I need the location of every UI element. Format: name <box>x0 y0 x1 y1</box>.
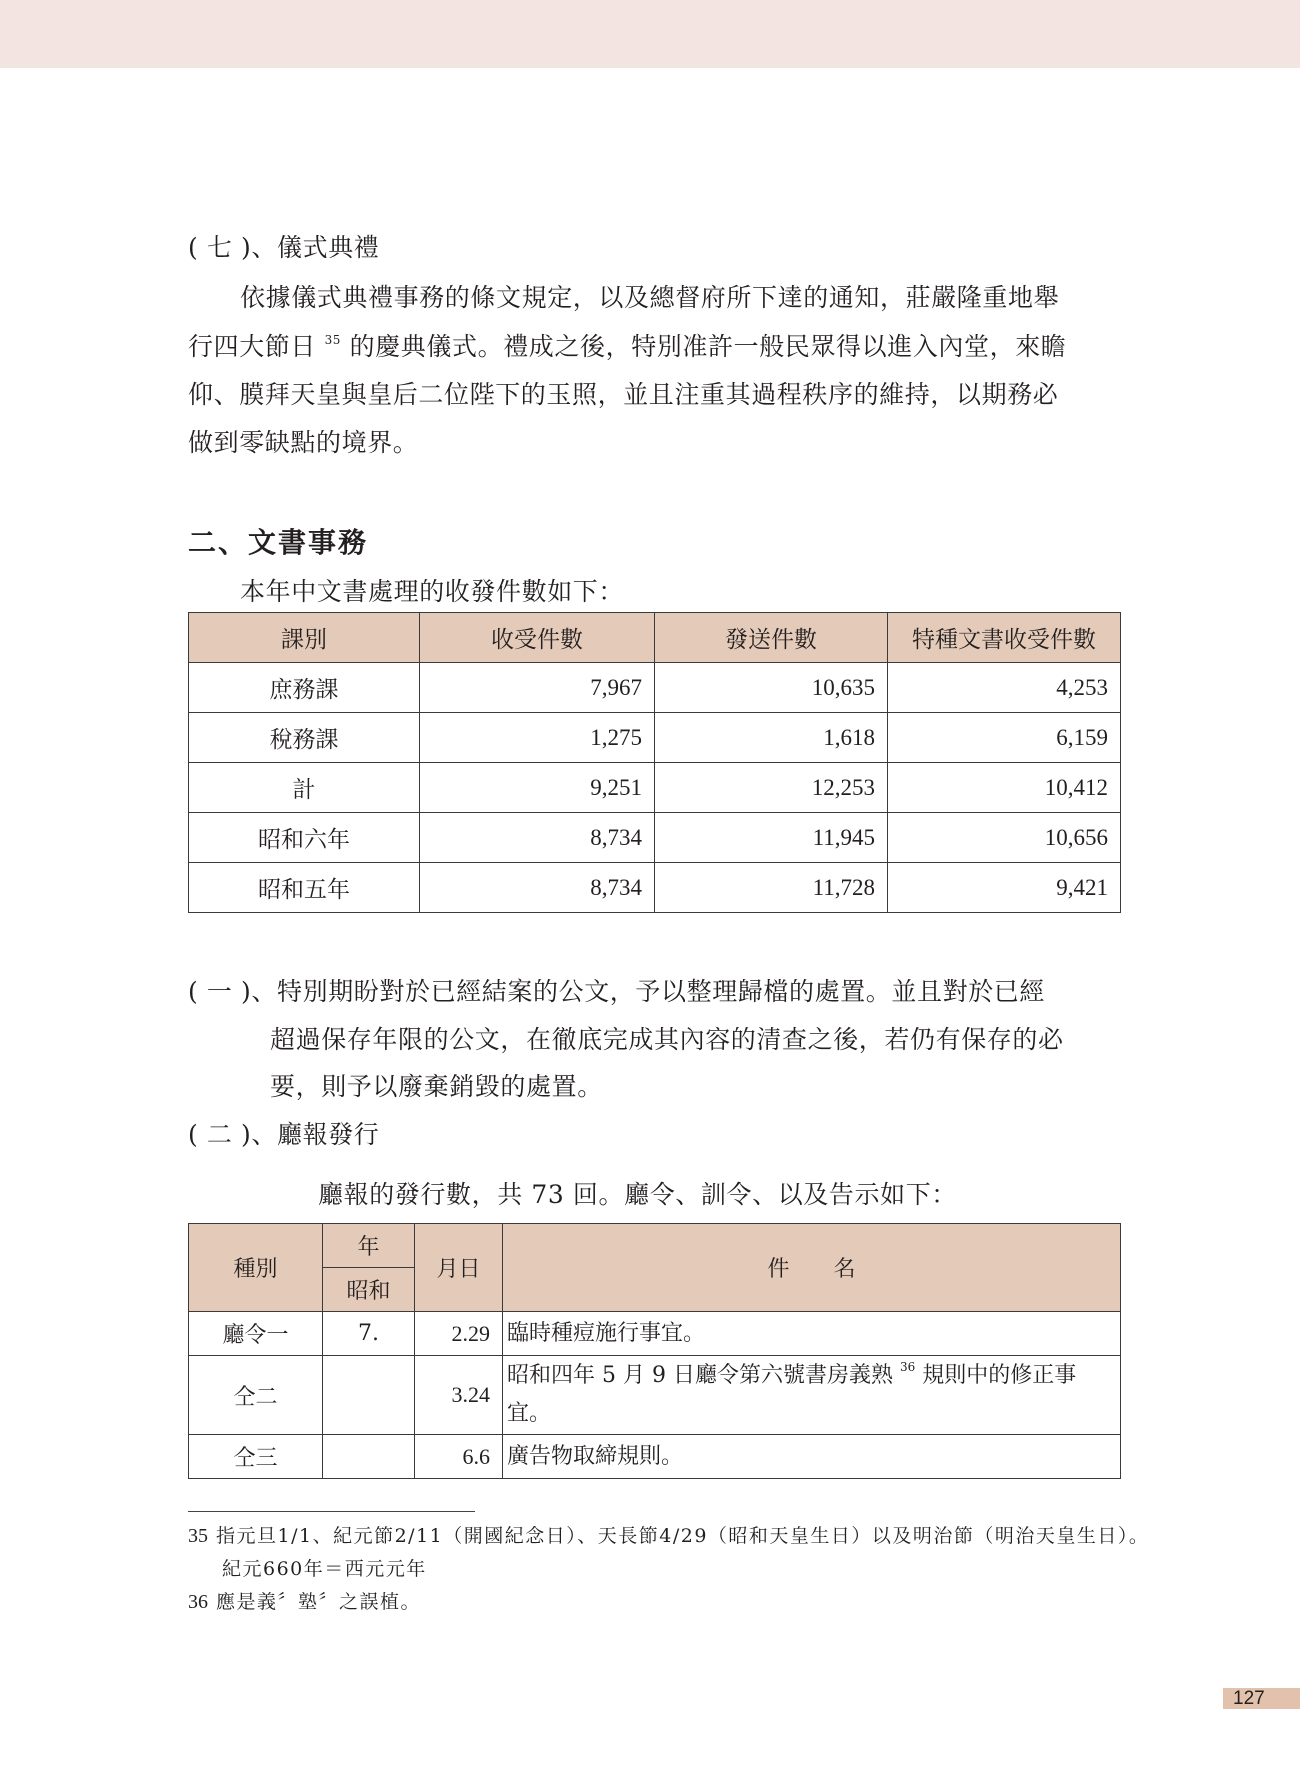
row-label: 昭和五年 <box>189 863 420 913</box>
row-label: 昭和六年 <box>189 813 420 863</box>
page-number: 127 <box>1223 1688 1300 1709</box>
table-intro: 廳報的發行數，共 73 回。廳令、訓令、以及告示如下： <box>318 1180 957 1209</box>
received-count: 9,251 <box>420 763 655 813</box>
footnote-text: 指元旦1/1、紀元節2/11（開國紀念日）、天長節4/29（昭和天皇生日）以及明治節（明治天皇生日）。 <box>216 1525 1150 1547</box>
table-row <box>189 713 1121 763</box>
footnote-text: 應是義〞塾〞之誤植。 <box>216 1591 422 1613</box>
row-year <box>323 1435 415 1479</box>
header-era: 昭和 <box>323 1268 415 1312</box>
table-row <box>189 763 1121 813</box>
section-seven-title: ( 七 )、儀式典禮 <box>188 233 380 262</box>
header-type: 種別 <box>189 1224 323 1312</box>
row-label: 稅務課 <box>189 713 420 763</box>
special-received-count: 10,656 <box>888 813 1121 863</box>
received-count: 8,734 <box>420 813 655 863</box>
document-count-table <box>188 612 1121 913</box>
paragraph-line: 超過保存年限的公文，在徹底完成其內容的清查之後，若仍有保存的必 <box>270 1025 1064 1054</box>
table-row <box>189 1312 1121 1356</box>
sent-count: 12,253 <box>655 763 888 813</box>
row-type: 仝二 <box>189 1356 323 1435</box>
paragraph-line: 仰、膜拜天皇與皇后二位陛下的玉照，並且注重其過程秩序的維持，以期務必 <box>188 380 1059 409</box>
footnote-number: 35 <box>188 1525 208 1547</box>
text-fragment: 行四大節日 <box>188 332 317 361</box>
row-date: 3.24 <box>415 1356 503 1435</box>
table-header-row <box>189 1224 1121 1268</box>
paragraph-line: ( 一 )、特別期盼對於已經結案的公文，予以整理歸檔的處置。並且對於已經 <box>188 977 1046 1006</box>
sent-count: 10,635 <box>655 663 888 713</box>
header-cell: 收受件數 <box>420 613 655 663</box>
special-received-count: 4,253 <box>888 663 1121 713</box>
table-row <box>189 1435 1121 1479</box>
table-row <box>189 863 1121 913</box>
special-received-count: 9,421 <box>888 863 1121 913</box>
row-type: 仝三 <box>189 1435 323 1479</box>
section-heading: 二、文書事務 <box>188 526 369 559</box>
footnote-36 <box>188 1590 421 1614</box>
sent-count: 11,945 <box>655 813 888 863</box>
footnote-number: 36 <box>188 1591 208 1613</box>
row-name: 廣告物取締規則。 <box>503 1435 1121 1479</box>
footnote-35 <box>188 1524 1149 1548</box>
paragraph-line: 依據儀式典禮事務的條文規定，以及總督府所下達的通知，莊嚴隆重地舉 <box>240 283 1060 312</box>
row-name: 臨時種痘施行事宜。 <box>503 1312 1121 1356</box>
row-label: 庶務課 <box>189 663 420 713</box>
row-year: 7. <box>323 1312 415 1356</box>
header-date: 月日 <box>415 1224 503 1312</box>
header-cell: 發送件數 <box>655 613 888 663</box>
header-year: 年 <box>323 1224 415 1268</box>
table-row <box>189 813 1121 863</box>
footnote-ref-36[interactable]: 36 <box>899 1360 916 1374</box>
footnote-ref-35[interactable]: 35 <box>324 333 342 347</box>
received-count: 7,967 <box>420 663 655 713</box>
text-fragment: 昭和四年 5 月 9 日廳令第六號書房義熟 <box>507 1363 893 1388</box>
header-name: 件 名 <box>503 1224 1121 1312</box>
gazette-table <box>188 1223 1121 1479</box>
page-header-band <box>0 0 1300 68</box>
header-cell: 特種文書收受件數 <box>888 613 1121 663</box>
paragraph-line: 做到零缺點的境界。 <box>188 428 419 457</box>
row-year <box>323 1356 415 1435</box>
text-fragment: 的慶典儀式。禮成之後，特別准許一般民眾得以進入內堂，來瞻 <box>349 332 1067 361</box>
paragraph-line <box>188 332 1066 362</box>
row-date: 2.29 <box>415 1312 503 1356</box>
row-name <box>503 1356 1121 1435</box>
row-date: 6.6 <box>415 1435 503 1479</box>
sent-count: 11,728 <box>655 863 888 913</box>
row-type: 廳令一 <box>189 1312 323 1356</box>
row-label: 計 <box>189 763 420 813</box>
paragraph-line: 要，則予以廢棄銷毀的處置。 <box>270 1072 603 1101</box>
sent-count: 1,618 <box>655 713 888 763</box>
received-count: 8,734 <box>420 863 655 913</box>
subsection-title: ( 二 )、廳報發行 <box>188 1120 380 1149</box>
footnote-35-continuation: 紀元660年＝西元元年 <box>222 1558 427 1580</box>
footnote-divider <box>188 1511 475 1512</box>
special-received-count: 10,412 <box>888 763 1121 813</box>
table-row <box>189 1356 1121 1435</box>
text-fragment: 規則中的修正事宜。 <box>507 1363 1077 1426</box>
header-cell: 課別 <box>189 613 420 663</box>
received-count: 1,275 <box>420 713 655 763</box>
table-row <box>189 663 1121 713</box>
table-intro: 本年中文書處理的收發件數如下： <box>240 577 625 606</box>
table-header-row <box>189 613 1121 663</box>
special-received-count: 6,159 <box>888 713 1121 763</box>
